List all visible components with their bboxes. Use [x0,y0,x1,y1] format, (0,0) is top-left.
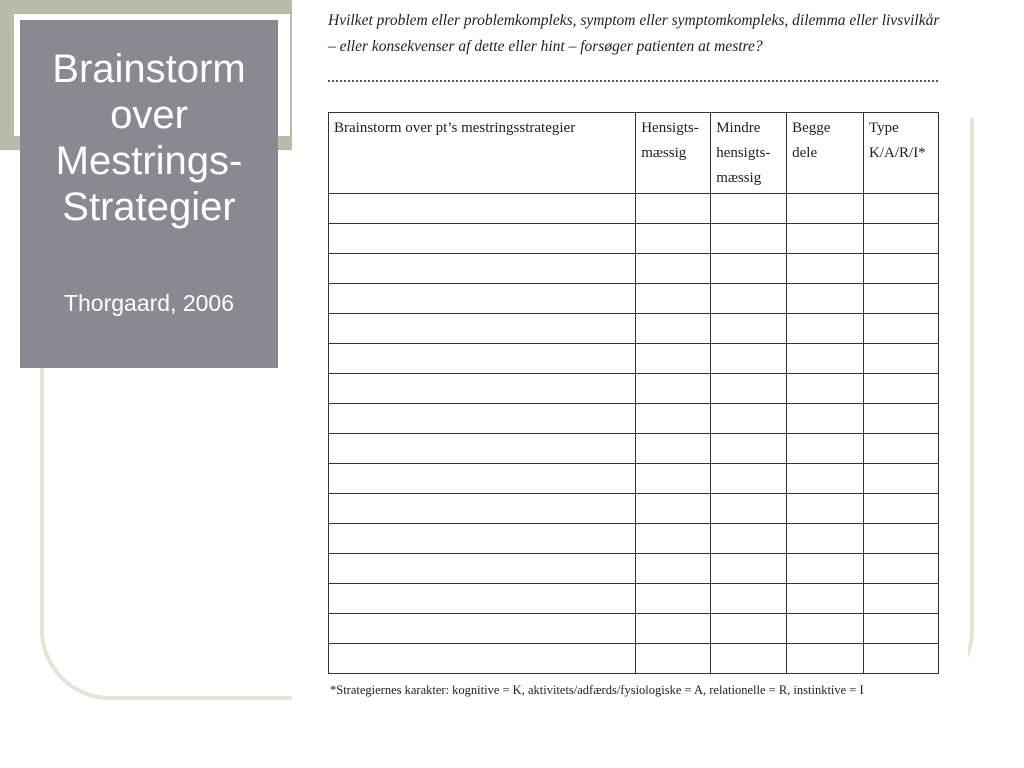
empty-cell [864,224,939,254]
table-row [329,284,939,314]
empty-cell [711,434,787,464]
empty-cell [864,404,939,434]
table-row [329,194,939,224]
table-row [329,494,939,524]
empty-cell [329,194,636,224]
table-row [329,404,939,434]
empty-cell [636,644,711,674]
empty-cell [711,374,787,404]
slide-title-box [20,20,278,368]
empty-cell [636,374,711,404]
empty-cell [787,464,864,494]
header-appropriate: Hensigts- mæssig [636,113,711,194]
empty-cell [329,524,636,554]
empty-cell [864,584,939,614]
empty-cell [787,314,864,344]
empty-cell [636,344,711,374]
empty-cell [864,434,939,464]
empty-cell [636,524,711,554]
title-line-4: Strategier [62,185,236,229]
empty-cell [864,554,939,584]
empty-cell [711,404,787,434]
header-strategies: Brainstorm over pt’s mestringsstrategier [329,113,636,194]
empty-cell [329,314,636,344]
empty-cell [329,344,636,374]
empty-cell [787,224,864,254]
empty-cell [864,614,939,644]
empty-cell [787,344,864,374]
table-row [329,314,939,344]
title-line-2: over [110,93,188,137]
empty-cell [636,614,711,644]
empty-cell [787,494,864,524]
empty-cell [787,404,864,434]
table-footnote: *Strategiernes karakter: kognitive = K, aktivitets/adfærds/fysiologiske = A, relationelle = R, instinktive = I [330,683,864,697]
empty-cell [329,284,636,314]
table-row [329,224,939,254]
empty-cell [787,524,864,554]
empty-cell [711,554,787,584]
empty-cell [636,314,711,344]
empty-cell [864,524,939,554]
empty-cell [864,464,939,494]
empty-cell [329,434,636,464]
empty-cell [329,464,636,494]
empty-cell [636,194,711,224]
empty-cell [329,404,636,434]
table-row [329,434,939,464]
table-row [329,644,939,674]
empty-cell [864,254,939,284]
empty-cell [636,584,711,614]
empty-cell [864,494,939,524]
form-question: Hvilket problem eller problemkompleks, symptom eller symptomkompleks, dilemma eller livsvilkår – eller konsekvenser af dette eller hint – forsøger patienten at mestre? [328,12,940,55]
empty-cell [864,314,939,344]
empty-cell [787,434,864,464]
empty-cell [636,434,711,464]
empty-cell [864,344,939,374]
empty-cell [864,374,939,404]
table-row [329,554,939,584]
empty-cell [711,584,787,614]
table-row [329,614,939,644]
empty-cell [636,254,711,284]
empty-cell [787,584,864,614]
empty-cell [636,404,711,434]
empty-cell [787,254,864,284]
table-row [329,464,939,494]
header-less-appropriate: Mindre hensigts- mæssig [711,113,787,194]
table-row [329,374,939,404]
empty-cell [787,554,864,584]
empty-cell [711,254,787,284]
strategy-form-table [328,112,939,674]
empty-cell [711,314,787,344]
empty-cell [329,254,636,284]
empty-cell [329,494,636,524]
empty-cell [864,644,939,674]
table-row [329,254,939,284]
empty-cell [787,284,864,314]
empty-cell [864,284,939,314]
table-row [329,584,939,614]
empty-cell [329,374,636,404]
empty-cell [329,644,636,674]
empty-cell [864,194,939,224]
table-row [329,344,939,374]
empty-cell [711,614,787,644]
empty-cell [711,644,787,674]
empty-cell [787,614,864,644]
header-type: Type K/A/R/I* [864,113,939,194]
title-line-1: Brainstorm [52,47,246,91]
empty-cell [636,224,711,254]
empty-cell [636,284,711,314]
empty-cell [711,224,787,254]
header-both: Begge dele [787,113,864,194]
empty-cell [329,614,636,644]
empty-cell [636,464,711,494]
empty-cell [329,584,636,614]
empty-cell [329,224,636,254]
empty-cell [329,554,636,584]
empty-cell [636,554,711,584]
empty-cell [636,494,711,524]
dotted-answer-line [328,80,938,82]
empty-cell [787,644,864,674]
empty-cell [711,194,787,224]
empty-cell [711,464,787,494]
empty-cell [787,374,864,404]
table-header-row [329,113,939,194]
empty-cell [711,494,787,524]
title-line-3: Mestrings- [55,139,243,183]
author-citation: Thorgaard, 2006 [63,290,235,316]
table-row [329,524,939,554]
empty-cell [711,284,787,314]
empty-cell [787,194,864,224]
empty-cell [711,344,787,374]
empty-cell [711,524,787,554]
